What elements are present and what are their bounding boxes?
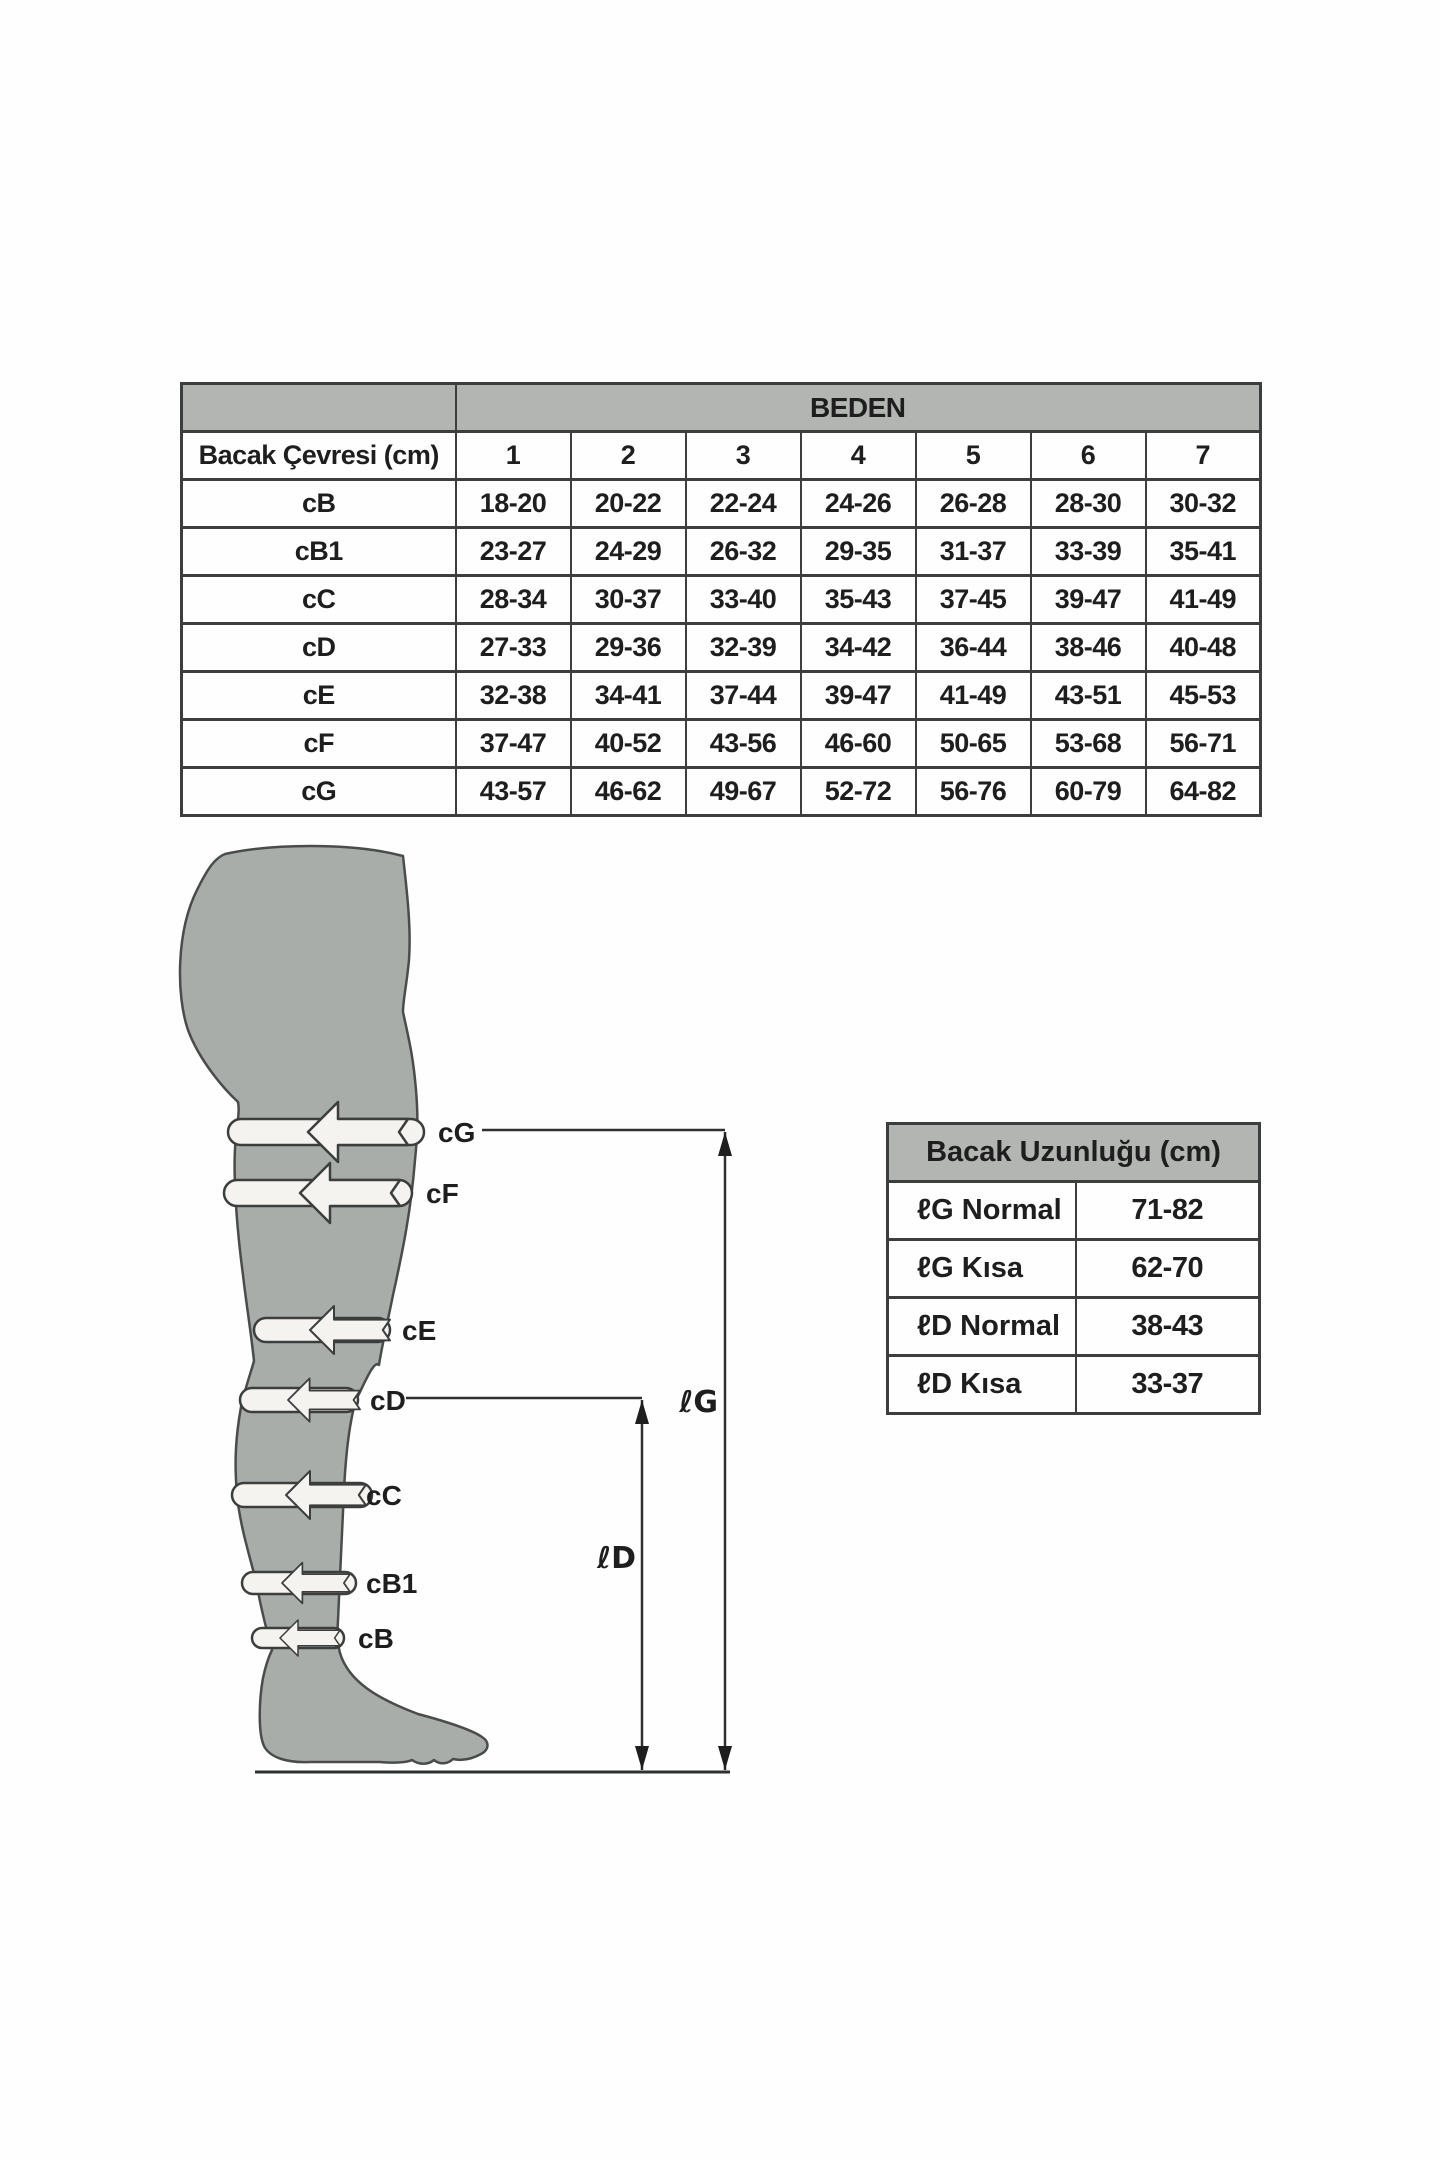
length-label: ℓG Kısa xyxy=(888,1240,1076,1298)
length-value: 33-37 xyxy=(1076,1356,1260,1414)
table-row xyxy=(888,1182,1260,1240)
size-cell: 23-27 xyxy=(456,528,571,576)
size-cell: 33-40 xyxy=(686,576,801,624)
size-column: 2 xyxy=(571,432,686,480)
lG-label: ℓG xyxy=(679,1385,718,1420)
size-cell: 46-62 xyxy=(571,768,686,816)
size-table-title: BEDEN xyxy=(456,384,1261,432)
band-label: cE xyxy=(402,1315,437,1346)
size-cell: 43-56 xyxy=(686,720,801,768)
size-column: 1 xyxy=(456,432,571,480)
size-column: 7 xyxy=(1146,432,1261,480)
size-cell: 37-45 xyxy=(916,576,1031,624)
size-cell: 20-22 xyxy=(571,480,686,528)
arrow-up-icon xyxy=(718,1132,732,1156)
size-cell: 40-52 xyxy=(571,720,686,768)
size-cell: 37-44 xyxy=(686,672,801,720)
arrow-down-icon xyxy=(635,1746,649,1770)
size-cell: 53-68 xyxy=(1031,720,1146,768)
size-cell: 38-46 xyxy=(1031,624,1146,672)
size-column: 6 xyxy=(1031,432,1146,480)
size-cell: 32-38 xyxy=(456,672,571,720)
table-row xyxy=(888,1298,1260,1356)
size-cell: 34-41 xyxy=(571,672,686,720)
size-cell: 30-32 xyxy=(1146,480,1261,528)
size-table xyxy=(180,382,1262,817)
band-label: cB1 xyxy=(366,1568,418,1599)
length-table-title: Bacak Uzunluğu (cm) xyxy=(888,1124,1260,1182)
table-row xyxy=(182,480,1261,528)
lD-label: ℓD xyxy=(596,1541,636,1576)
size-table-columns-row xyxy=(182,432,1261,480)
arrow-down-icon xyxy=(718,1746,732,1770)
size-table-corner-cell xyxy=(182,384,456,432)
size-cell: 39-47 xyxy=(801,672,916,720)
size-cell: 64-82 xyxy=(1146,768,1261,816)
size-cell: 39-47 xyxy=(1031,576,1146,624)
length-value: 62-70 xyxy=(1076,1240,1260,1298)
table-row xyxy=(182,576,1261,624)
size-cell: 33-39 xyxy=(1031,528,1146,576)
leg-silhouette xyxy=(180,846,488,1764)
length-label: ℓD Kısa xyxy=(888,1356,1076,1414)
size-cell: 24-29 xyxy=(571,528,686,576)
size-cell: 27-33 xyxy=(456,624,571,672)
dimension-lD xyxy=(406,1398,649,1770)
size-cell: 28-30 xyxy=(1031,480,1146,528)
size-column: 3 xyxy=(686,432,801,480)
length-value: 38-43 xyxy=(1076,1298,1260,1356)
size-cell: 24-26 xyxy=(801,480,916,528)
size-cell: 22-24 xyxy=(686,480,801,528)
table-row xyxy=(182,720,1261,768)
size-cell: 29-35 xyxy=(801,528,916,576)
size-cell: 18-20 xyxy=(456,480,571,528)
size-cell: 26-28 xyxy=(916,480,1031,528)
row-label: cC xyxy=(182,576,456,624)
length-value: 71-82 xyxy=(1076,1182,1260,1240)
dimension-lG xyxy=(482,1130,732,1770)
band-label: cF xyxy=(426,1178,459,1209)
size-cell: 50-65 xyxy=(916,720,1031,768)
size-cell: 46-60 xyxy=(801,720,916,768)
row-label: cB xyxy=(182,480,456,528)
table-row xyxy=(888,1356,1260,1414)
size-cell: 41-49 xyxy=(1146,576,1261,624)
row-label: cG xyxy=(182,768,456,816)
length-table-header-row xyxy=(888,1124,1260,1182)
size-cell: 41-49 xyxy=(916,672,1031,720)
size-cell: 49-67 xyxy=(686,768,801,816)
size-cell: 35-41 xyxy=(1146,528,1261,576)
arrow-up-icon xyxy=(635,1400,649,1424)
leg-measurement-diagram xyxy=(160,840,760,1800)
size-cell: 26-32 xyxy=(686,528,801,576)
size-cell: 34-42 xyxy=(801,624,916,672)
circumference-header: Bacak Çevresi (cm) xyxy=(182,432,456,480)
size-cell: 37-47 xyxy=(456,720,571,768)
size-cell: 56-76 xyxy=(916,768,1031,816)
band-label: cG xyxy=(438,1117,476,1148)
size-cell: 56-71 xyxy=(1146,720,1261,768)
row-label: cB1 xyxy=(182,528,456,576)
size-cell: 30-37 xyxy=(571,576,686,624)
table-row xyxy=(182,528,1261,576)
size-cell: 52-72 xyxy=(801,768,916,816)
size-table-header-row xyxy=(182,384,1261,432)
table-row xyxy=(182,768,1261,816)
size-cell: 40-48 xyxy=(1146,624,1261,672)
size-cell: 29-36 xyxy=(571,624,686,672)
table-row xyxy=(182,624,1261,672)
row-label: cE xyxy=(182,672,456,720)
band-label: cC xyxy=(366,1480,402,1511)
size-cell: 36-44 xyxy=(916,624,1031,672)
size-cell: 43-51 xyxy=(1031,672,1146,720)
size-column: 5 xyxy=(916,432,1031,480)
size-cell: 35-43 xyxy=(801,576,916,624)
table-row xyxy=(182,672,1261,720)
length-label: ℓD Normal xyxy=(888,1298,1076,1356)
size-cell: 28-34 xyxy=(456,576,571,624)
leg-length-table xyxy=(886,1122,1261,1415)
size-cell: 60-79 xyxy=(1031,768,1146,816)
size-cell: 43-57 xyxy=(456,768,571,816)
size-cell: 32-39 xyxy=(686,624,801,672)
row-label: cF xyxy=(182,720,456,768)
size-cell: 45-53 xyxy=(1146,672,1261,720)
size-column: 4 xyxy=(801,432,916,480)
length-label: ℓG Normal xyxy=(888,1182,1076,1240)
band-label: cD xyxy=(370,1385,406,1416)
band-label: cB xyxy=(358,1623,394,1654)
row-label: cD xyxy=(182,624,456,672)
size-cell: 31-37 xyxy=(916,528,1031,576)
table-row xyxy=(888,1240,1260,1298)
